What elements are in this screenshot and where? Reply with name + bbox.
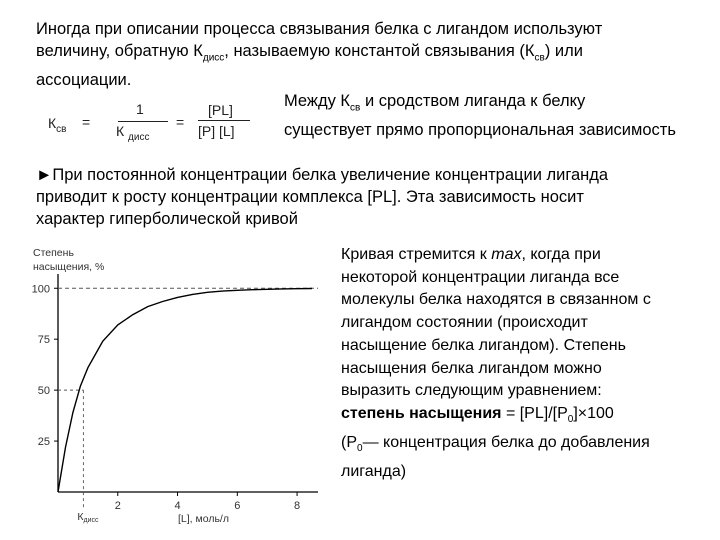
relation-line-1: Между $К_{св}$ и сродством лиганда к белку — [284, 92, 586, 114]
formula-equals-2: = — [176, 114, 185, 130]
formula-equals-1: = — [82, 114, 91, 130]
chart-saturation-curve — [58, 289, 312, 493]
chart-xtick-label: 4 — [174, 500, 181, 512]
explanation-line-7: выразить следующим уравнением: — [341, 382, 602, 400]
bullet-paragraph — [36, 164, 706, 230]
chart-xtick-label: 2 — [114, 500, 121, 512]
formula-fraction-line-1 — [118, 121, 168, 122]
explanation-line-4: лигандом состоянии (происходит — [341, 314, 588, 332]
explanation-line-6: насыщения белка лигандом можно — [341, 359, 602, 377]
formula-lhs: $К_{св}$ — [48, 115, 67, 135]
formula-numerator-1: 1 — [136, 101, 144, 117]
chart-ytick-label: 25 — [37, 436, 50, 449]
explanation-line-3: молекулы белка находятся в связанном с — [341, 291, 651, 309]
formula-denominator-2: [P] [L] — [198, 123, 235, 139]
formula-fraction-line-2 — [198, 120, 250, 121]
explanation-line-5: насыщение белка лигандом). Степень — [341, 336, 626, 354]
chart-ylabel-line-2: насыщения, % — [33, 261, 105, 273]
intro-line-2: величину, обратную $К_{дисс}$, называемую константой связывания $(К_{св})$ или — [36, 42, 583, 64]
chart-kdiss-label: Кдисс — [77, 511, 99, 524]
chart-xlabel: [L], моль/л — [178, 513, 229, 525]
explanation-text — [341, 244, 713, 483]
saturation-chart — [0, 230, 330, 535]
intro-paragraph — [36, 18, 696, 91]
explanation-line-2: некоторой концентрации лиганда все — [341, 268, 620, 286]
intro-line-1: Иногда при описании процесса связывания белка с лигандом используют — [36, 20, 603, 38]
chart-xtick-label: 8 — [294, 500, 301, 512]
formula-denominator-1: К $_{дисс}$ — [116, 123, 150, 143]
chart-ytick-label: 100 — [31, 283, 50, 296]
chart-ytick-label: 75 — [37, 334, 50, 347]
formula-numerator-2: [PL] — [208, 102, 233, 118]
chart-ylabel-line-1: Степень — [33, 247, 74, 259]
chart-xtick-label: 6 — [234, 500, 241, 512]
bullet-line-2: приводит к росту концентрации комплекса [PL]. Эта зависимость носит — [36, 188, 584, 206]
binding-constant-formula — [48, 96, 258, 146]
intro-line-3: ассоциации. — [36, 71, 132, 90]
chart-ytick-label: 50 — [37, 385, 50, 398]
explanation-line-8: степень насыщения = $[PL]/[P_0]\times 100$ — [341, 404, 614, 426]
explanation-line-1: Кривая стремится к max, когда при — [341, 246, 601, 263]
explanation-line-10: лиганда) — [341, 462, 407, 480]
explanation-line-9: ($P_0—$ концентрация белка до добавления — [341, 433, 650, 454]
bullet-line-1: ►При постоянной концентрации белка увеличение концентрации лиганда — [36, 166, 609, 184]
relation-text — [284, 90, 714, 141]
relation-line-2: существует прямо пропорциональная зависимость — [284, 121, 676, 140]
bullet-line-3: характер гиперболической кривой — [36, 210, 298, 228]
